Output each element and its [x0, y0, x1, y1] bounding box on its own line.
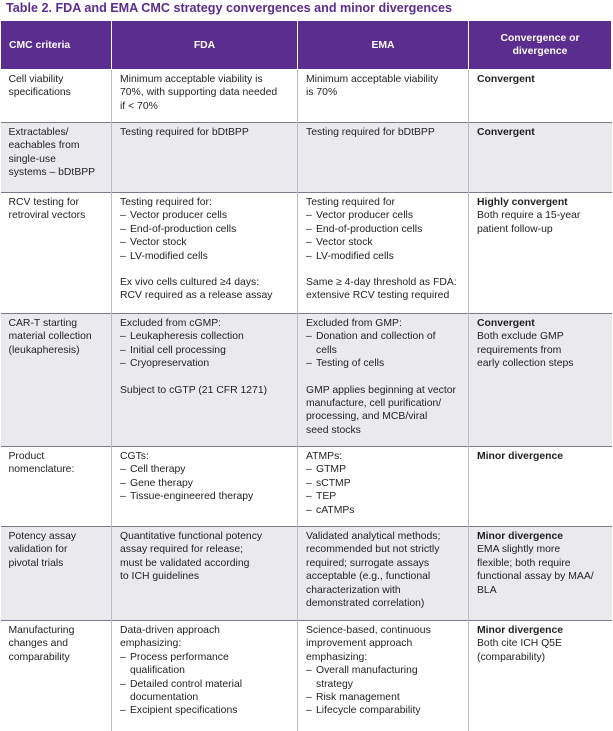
bullet-item [120, 704, 289, 717]
table-title: Table 2. FDA and EMA CMC strategy convergences and minor divergences [6, 1, 453, 15]
criteria-line: RCV testing for [8, 197, 79, 208]
cell-criteria [1, 621, 112, 731]
bullet-text: – Excipient specifications [130, 705, 238, 717]
status-note-line: requirements from [477, 344, 562, 356]
bullet-list [306, 330, 460, 370]
bullet-item [120, 463, 289, 476]
bullet-text: – End-of-production cells [316, 223, 423, 235]
bullet-item [120, 250, 289, 263]
bullet-text: – LV-modified cells [130, 250, 208, 262]
bullet-item [120, 651, 289, 678]
cell-fda [112, 621, 298, 731]
cell-criteria [1, 70, 112, 123]
table-row [1, 447, 612, 527]
cell-criteria [1, 123, 112, 193]
criteria-line: pivotal trials [8, 557, 64, 569]
table-row [1, 123, 612, 193]
bullet-text: – Vector stock [316, 237, 373, 249]
bullet-text: – GTMP [316, 464, 347, 476]
cell-criteria [1, 193, 112, 314]
bullet-item [306, 664, 460, 691]
status-note-line: functional assay by MAA/ [477, 571, 594, 583]
cell-intro: Testing required for: [120, 197, 212, 208]
bullet-text: – Overall manufacturing [316, 665, 418, 677]
bullet-text: – cATMPs [316, 504, 355, 516]
bullet-text: – Gene therapy [130, 477, 193, 489]
bullet-item [306, 209, 460, 222]
bullet-list [120, 651, 289, 718]
cell-line: manufacture, cell purification/ [306, 398, 442, 410]
cell-intro: improvement approach [306, 638, 413, 650]
cell-ema [298, 314, 469, 447]
bullet-text: – Donation and collection of [316, 331, 436, 343]
criteria-line: single-use [8, 153, 56, 165]
cell-status [469, 527, 612, 621]
bullet-text: – Leukapheresis collection [130, 331, 244, 343]
table-row [1, 70, 612, 123]
cell-line: Validated analytical methods; [306, 531, 441, 542]
table-row [1, 621, 612, 731]
bullet-item [120, 209, 289, 222]
bullet-item [306, 463, 460, 476]
cell-line: GMP applies beginning at vector [306, 384, 456, 396]
bullet-item [120, 357, 289, 370]
status-note-line: BLA [477, 584, 497, 596]
cell-fda [112, 70, 298, 123]
header-row [1, 21, 612, 70]
table-row [1, 314, 612, 447]
cell-line: Subject to cGTP (21 CFR 1271) [120, 384, 268, 396]
cell-ema [298, 193, 469, 314]
header-convergence-line: divergence [512, 46, 568, 57]
table-row [1, 193, 612, 314]
table-row [1, 527, 612, 621]
criteria-line: Manufacturing [8, 625, 75, 636]
cell-fda [112, 123, 298, 193]
bullet-item [120, 490, 289, 503]
cell-line: Quantitative functional potency [120, 531, 263, 542]
header-convergence [469, 21, 612, 70]
bullet-text: – Vector producer cells [130, 210, 228, 222]
bullet-text: – Risk management [316, 692, 400, 704]
spacer [120, 263, 289, 276]
bullet-list [306, 209, 460, 263]
bullet-item [306, 504, 460, 517]
cell-fda [112, 527, 298, 621]
cell-intro: Excluded from cGMP: [120, 318, 222, 329]
cell-line: acceptable (e.g., functional [306, 571, 431, 583]
cell-criteria [1, 447, 112, 527]
header-cmc-criteria: CMC criteria [1, 21, 112, 70]
cell-line: processing, and MCB/viral [306, 411, 428, 423]
header-ema: EMA [298, 21, 469, 70]
status-note-line: EMA slightly more [477, 544, 561, 556]
bullet-list [120, 463, 289, 503]
status-label: Minor divergence [477, 531, 564, 542]
bullet-item [120, 223, 289, 236]
cell-intro: CGTs: [120, 451, 149, 462]
bullet-item [120, 344, 289, 357]
criteria-line: Extractables/ [8, 127, 69, 138]
bullet-item [120, 236, 289, 249]
cell-status [469, 123, 612, 193]
bullet-text: qualification [130, 665, 185, 677]
bullet-list [120, 209, 289, 263]
status-label: Minor divergence [477, 451, 564, 462]
cell-line: Same ≥ 4-day threshold as FDA: [306, 277, 457, 289]
spacer [306, 263, 460, 276]
bullet-item [120, 678, 289, 705]
cell-line: RCV required as a release assay [120, 290, 273, 302]
criteria-line: Potency assay [8, 531, 77, 542]
bullet-text: – LV-modified cells [316, 250, 394, 262]
bullet-item [306, 691, 460, 704]
bullet-text: – Process performance [130, 651, 229, 663]
cell-line: must be validated according [120, 557, 250, 569]
bullet-item [306, 704, 460, 717]
cell-criteria [1, 314, 112, 447]
status-note-line: early collection steps [477, 358, 574, 370]
status-note-line: Both require a 15-year [477, 210, 581, 222]
criteria-line: Cell viability [8, 74, 64, 85]
criteria-line: systems – bDtBPP [8, 167, 96, 179]
status-label: Convergent [477, 127, 535, 138]
cell-status [469, 70, 612, 123]
criteria-line: eachables from [8, 140, 80, 152]
cell-line: to ICH guidelines [120, 571, 200, 583]
bullet-text: – Vector producer cells [316, 210, 414, 222]
status-note-line: flexible; both require [477, 557, 571, 569]
bullet-item [306, 357, 460, 370]
status-label: Convergent [477, 74, 535, 85]
cell-line: required; surrogate assays [306, 557, 430, 569]
bullet-item [306, 330, 460, 357]
criteria-line: CAR-T starting [8, 318, 78, 329]
cell-line: extensive RCV testing required [306, 290, 450, 302]
cell-intro: Excluded from GMP: [306, 318, 402, 329]
bullet-text: – Tissue-engineered therapy [130, 491, 254, 503]
cell-status [469, 193, 612, 314]
bullet-item [120, 330, 289, 343]
criteria-line: specifications [8, 87, 71, 99]
criteria-line: nomenclature: [8, 464, 75, 476]
cell-fda [112, 447, 298, 527]
cell-line: is 70% [306, 87, 338, 99]
status-label: Convergent [477, 318, 535, 329]
criteria-line: Product [8, 451, 45, 462]
cell-ema [298, 527, 469, 621]
status-label: Highly convergent [477, 197, 568, 208]
cell-fda [112, 193, 298, 314]
cell-intro: Testing required for [306, 197, 395, 208]
cell-criteria [1, 527, 112, 621]
cell-intro: emphasizing: [306, 651, 368, 663]
cell-fda [112, 314, 298, 447]
cell-status [469, 447, 612, 527]
cell-line: Minimum acceptable viability [306, 74, 439, 85]
cell-status [469, 621, 612, 731]
cell-line: Testing required for bDtBPP [120, 127, 249, 138]
cell-line: recommended but not strictly [306, 544, 440, 556]
bullet-text: – Cryopreservation [130, 358, 210, 370]
cell-line: if < 70% [120, 100, 158, 112]
bullet-text: – Detailed control material [130, 678, 243, 690]
cell-line: seed stocks [306, 424, 361, 436]
header-fda: FDA [112, 21, 298, 70]
cell-ema [298, 70, 469, 123]
cell-ema [298, 621, 469, 731]
bullet-list [306, 664, 460, 718]
bullet-text: documentation [130, 692, 199, 704]
bullet-list [306, 463, 460, 517]
cell-line: Minimum acceptable viability is [120, 74, 263, 85]
status-label: Minor divergence [477, 625, 564, 636]
cell-intro: Science-based, continuous [306, 625, 431, 636]
bullet-text: cells [316, 344, 337, 356]
bullet-text: – TEP [316, 491, 337, 503]
criteria-line: comparability [8, 651, 70, 663]
cell-status [469, 314, 612, 447]
cell-line: assay required for release; [120, 544, 244, 556]
bullet-text: – Initial cell processing [130, 344, 226, 356]
bullet-text: strategy [316, 678, 353, 690]
bullet-text: – Vector stock [130, 237, 187, 249]
cell-line: characterization with [306, 584, 401, 596]
criteria-line: material collection [8, 331, 92, 343]
criteria-line: validation for [8, 544, 68, 556]
bullet-item [306, 250, 460, 263]
bullet-item [306, 223, 460, 236]
status-note-line: Both exclude GMP [477, 331, 564, 343]
cell-line: Testing required for bDtBPP [306, 127, 435, 138]
status-note-line: (comparability) [477, 651, 546, 663]
bullet-item [306, 490, 460, 503]
header-convergence-line: Convergence or [500, 33, 580, 44]
cell-line: demonstrated correlation) [306, 598, 425, 610]
criteria-line: changes and [8, 638, 69, 650]
bullet-item [120, 477, 289, 490]
spacer [306, 371, 460, 384]
cell-intro: emphasizing: [120, 638, 182, 650]
comparison-table [0, 20, 612, 731]
bullet-text: – Cell therapy [130, 464, 186, 476]
spacer [120, 371, 289, 384]
bullet-text: – sCTMP [316, 477, 351, 489]
cell-line: 70%, with supporting data needed [120, 87, 278, 99]
criteria-line: (leukapheresis) [8, 344, 80, 356]
bullet-text: – End-of-production cells [130, 223, 237, 235]
cell-ema [298, 123, 469, 193]
status-note-line: Both cite ICH Q5E [477, 638, 562, 650]
criteria-line: retroviral vectors [8, 210, 86, 222]
cell-intro: ATMPs: [306, 451, 343, 462]
bullet-text: – Testing of cells [316, 358, 385, 370]
cell-line: Ex vivo cells cultured ≥4 days: [120, 277, 260, 289]
bullet-item [306, 236, 460, 249]
bullet-text: – Lifecycle comparability [316, 705, 421, 717]
bullet-list [120, 330, 289, 370]
status-note-line: patient follow-up [477, 223, 553, 235]
cell-intro: Data-driven approach [120, 625, 220, 636]
bullet-item [306, 477, 460, 490]
cell-ema [298, 447, 469, 527]
